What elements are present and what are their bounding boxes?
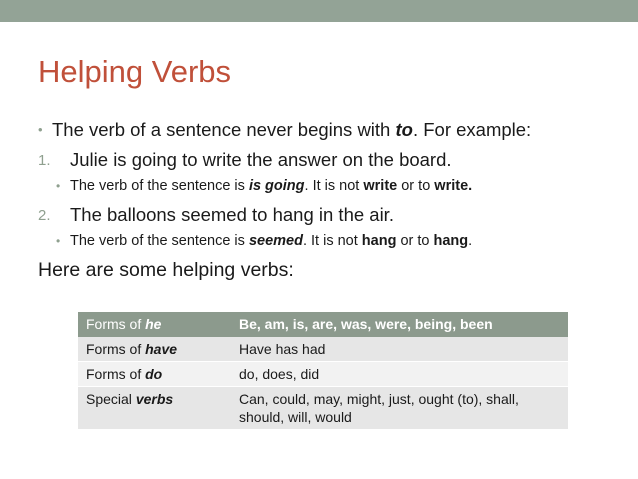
bullet-icon: • — [38, 122, 43, 137]
table-header-row — [78, 312, 568, 337]
explanation-text: . It is not — [302, 233, 362, 249]
table-row-value: do, does, did — [231, 362, 568, 387]
verb-emphasis: is going — [248, 178, 305, 194]
explanation-text: The verb of the sentence is — [70, 178, 249, 194]
table-header-value: Be, am, is, are, was, were, being, been — [231, 312, 568, 337]
table-row-value: Have has had — [231, 337, 568, 362]
example-sentence: The balloons seemed to hang in the air. — [70, 204, 394, 225]
table-row-label — [78, 337, 231, 362]
intro-emphasis: to — [395, 119, 413, 140]
intro-text-end: . For example: — [412, 119, 532, 140]
example-1-explanation — [38, 176, 618, 196]
example-number: 2. — [38, 207, 51, 224]
explanation-text: or to — [396, 233, 434, 249]
table-row — [78, 362, 568, 387]
explanation-text: . — [468, 233, 473, 249]
intro-bullet — [38, 118, 618, 141]
label-emphasis: verbs — [135, 391, 174, 407]
label-text: Forms of — [86, 366, 146, 382]
example-number: 1. — [38, 152, 51, 169]
table-row-label — [78, 387, 231, 430]
example-1 — [38, 148, 618, 172]
label-text: Forms of — [86, 341, 146, 357]
table-row-value: Can, could, may, might, just, ought (to), shall, should, will, would — [231, 387, 568, 430]
bullet-icon: • — [56, 234, 61, 248]
table-row — [78, 337, 568, 362]
intro-text: The verb of a sentence never begins with — [52, 119, 396, 140]
label-emphasis: do — [145, 366, 163, 382]
label-text: Special — [86, 391, 136, 407]
top-accent-bar — [0, 0, 638, 22]
helping-verbs-table — [78, 312, 568, 430]
label-emphasis: he — [145, 316, 162, 332]
word-emphasis: write — [363, 178, 398, 194]
label-emphasis: have — [145, 341, 178, 357]
word-emphasis: write. — [434, 178, 473, 194]
table-header-label — [78, 312, 231, 337]
label-text: Forms of — [86, 316, 146, 332]
verb-emphasis: seemed — [248, 233, 303, 249]
table-row-label — [78, 362, 231, 387]
example-2 — [38, 203, 618, 227]
slide-title: Helping Verbs — [38, 54, 232, 89]
word-emphasis: hang — [361, 233, 397, 249]
explanation-text: The verb of the sentence is — [70, 233, 249, 249]
table-row — [78, 387, 568, 430]
word-emphasis: hang — [433, 233, 469, 249]
bullet-icon: • — [56, 179, 61, 193]
example-sentence: Julie is going to write the answer on the board. — [70, 149, 452, 170]
explanation-text: . It is not — [304, 178, 364, 194]
slide-content — [38, 118, 618, 282]
explanation-text: or to — [397, 178, 435, 194]
example-2-explanation — [38, 231, 618, 251]
helping-verbs-intro: Here are some helping verbs: — [38, 259, 294, 281]
